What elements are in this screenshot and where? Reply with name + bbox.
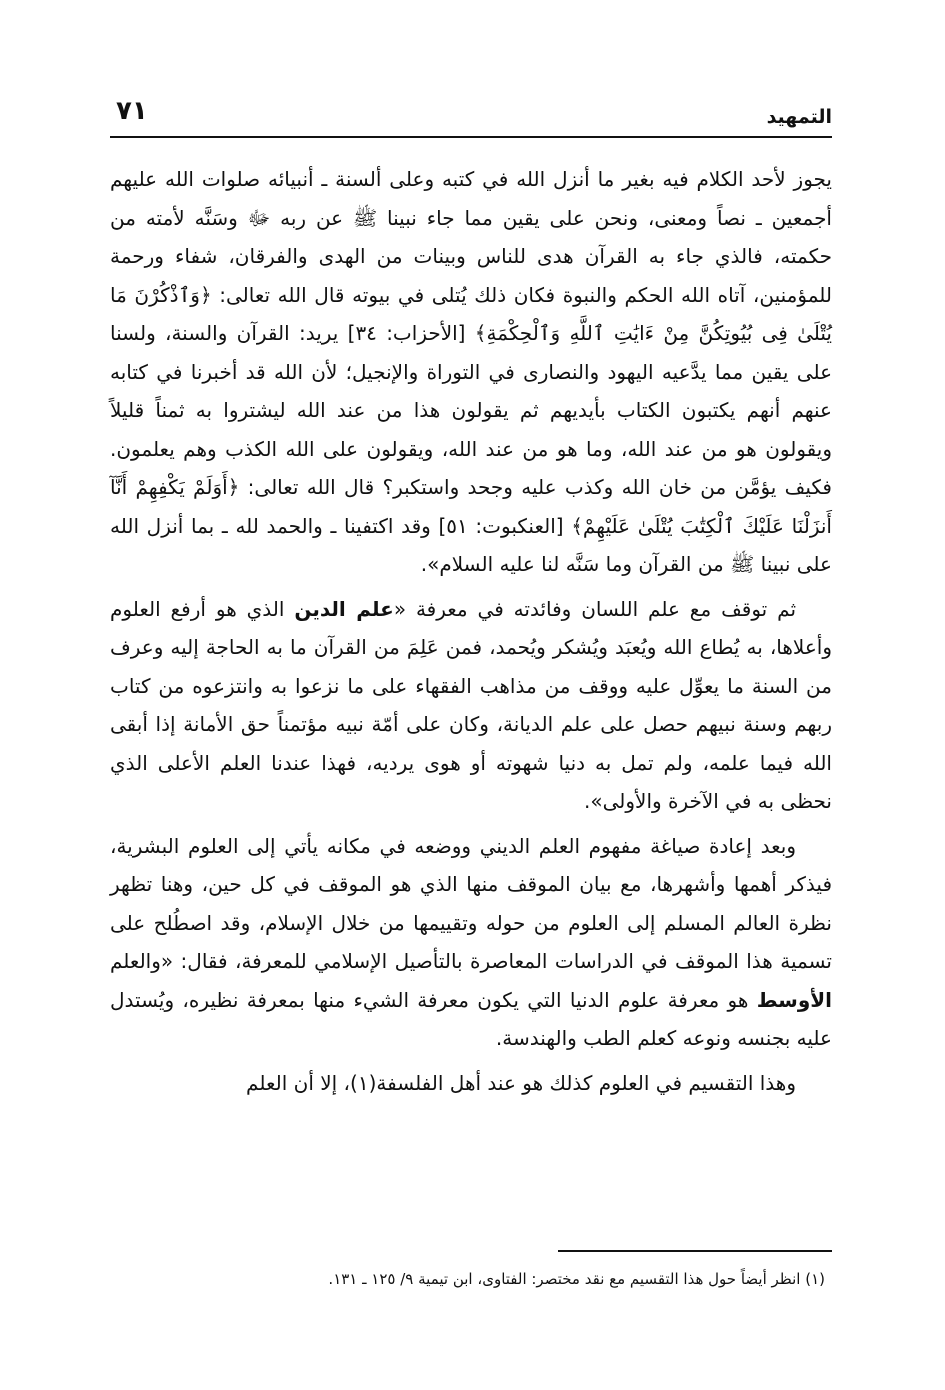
footnote-divider: [558, 1250, 832, 1252]
chapter-title: التمهيد: [766, 106, 832, 128]
bold-term-ilm-al-din: علم الدين: [294, 596, 394, 621]
text-run: وبعد إعادة صياغة مفهوم العلم الديني ووضعه في مكانه يأتي إلى العلوم البشرية، فيذكر أهمها وأشهرها، مع بيان الموقف منها الذي هو الموقف في كل حين، وهنا تظهر نظرة العالم المسلم إلى العلوم من حوله وتقييمها من خلال الإسلام، وقد اصطُلح على تسمية هذا الموقف في الدراسات المعاصرة بالتأصيل الإسلامي للمعرفة، فقال: «والعلم: [110, 833, 832, 973]
paragraph-4: [110, 1064, 832, 1103]
paragraph-2: [110, 590, 832, 821]
text-run: هو معرفة علوم الدنيا التي يكون معرفة الشيء منها بمعرفة نظيره، ويُستدل عليه بجنسه ونوعه كعلم الطب والهندسة.: [110, 987, 832, 1050]
footnote-1: (١) انظر أيضاً حول هذا التقسيم مع نقد مختصر: الفتاوى، ابن تيمية ٩/ ١٢٥ ـ ١٣١.: [328, 1270, 825, 1288]
page-number: ٧١: [116, 96, 148, 126]
text-run: وهذا التقسيم في العلوم كذلك هو عند أهل الفلسفة(١)، إلا أن العلم: [246, 1070, 796, 1095]
paragraph-3: [110, 827, 832, 1058]
paragraph-1: [110, 160, 832, 584]
text-run: ثم توقف مع علم اللسان وفائدته في معرفة «: [393, 596, 797, 621]
body-text: [110, 160, 832, 1102]
text-run: يجوز لأحد الكلام فيه بغير ما أنزل الله في كتبه وعلى ألسنة ـ أنبيائه صلوات الله عليهم أجمعين ـ نصاً ومعنى، ونحن على يقين مما جاء نبينا ﷺ عن ربه ﷻ وسَنَّه لأمته من حكمته، فالذي جاء به القرآن هدى للناس وبينات من الهدى والفرقان، شفاء ورحمة للمؤمنين، آتاه الله الحكم والنبوة فكان ذلك يُتلى في بيوته قال الله تعالى: ﴿وَٱذْكُرْنَ مَا يُتْلَىٰ فِى بُيُوتِكُنَّ مِنْ ءَايَٰتِ ٱللَّهِ وَٱلْحِكْمَةِ﴾ [الأحزاب: ٣٤] يريد: القرآن والسنة، ولسنا على يقين مما يدَّعيه اليهود والنصارى في التوراة والإنجيل؛ لأن الله قد أخبرنا في كتابه عنهم أنهم يكتبون الكتاب بأيديهم ثم يقولون هذا من عند الله ليشتروا به ثمناً قليلاً ويقولون هو من عند الله، وما هو من عند الله، ويقولون على الله الكذب وهم يعلمون. فكيف يؤمَّن من خان الله وكذب عليه وجحد واستكبر؟ قال الله تعالى: ﴿أَوَلَمْ يَكْفِهِمْ أَنَّآ أَنزَلْنَا عَلَيْكَ ٱلْكِتَٰبَ يُتْلَىٰ عَلَيْهِمْ﴾ [العنكبوت: ٥١] وقد اكتفينا ـ والحمد لله ـ بما أنزل الله على نبينا ﷺ من القرآن وما سَنَّه لنا عليه السلام».: [110, 167, 832, 576]
text-run: الذي هو أرفع العلوم وأعلاها، به يُطاع الله ويُعبَد ويُشكر ويُحمد، فمن عَلِمَ من القرآن ما به الحاجة إليه وعرف من السنة ما يعوِّل عليه ووقف من مذاهب الفقهاء على ما نزعوا به وانتزعوه من كتاب ربهم وسنة نبيهم حصل على علم الديانة، وكان على أمّة نبيه مؤتمناً حق الأمانة إذا أبقى الله فيما علمه، ولم تمل به دنيا شهوته أو هوى يرديه، فهذا عندنا العلم الأعلى الذي نحظى به في الآخرة والأولى».: [110, 596, 832, 813]
bold-term-awsat: الأوسط: [756, 987, 832, 1012]
running-header: [110, 96, 832, 138]
